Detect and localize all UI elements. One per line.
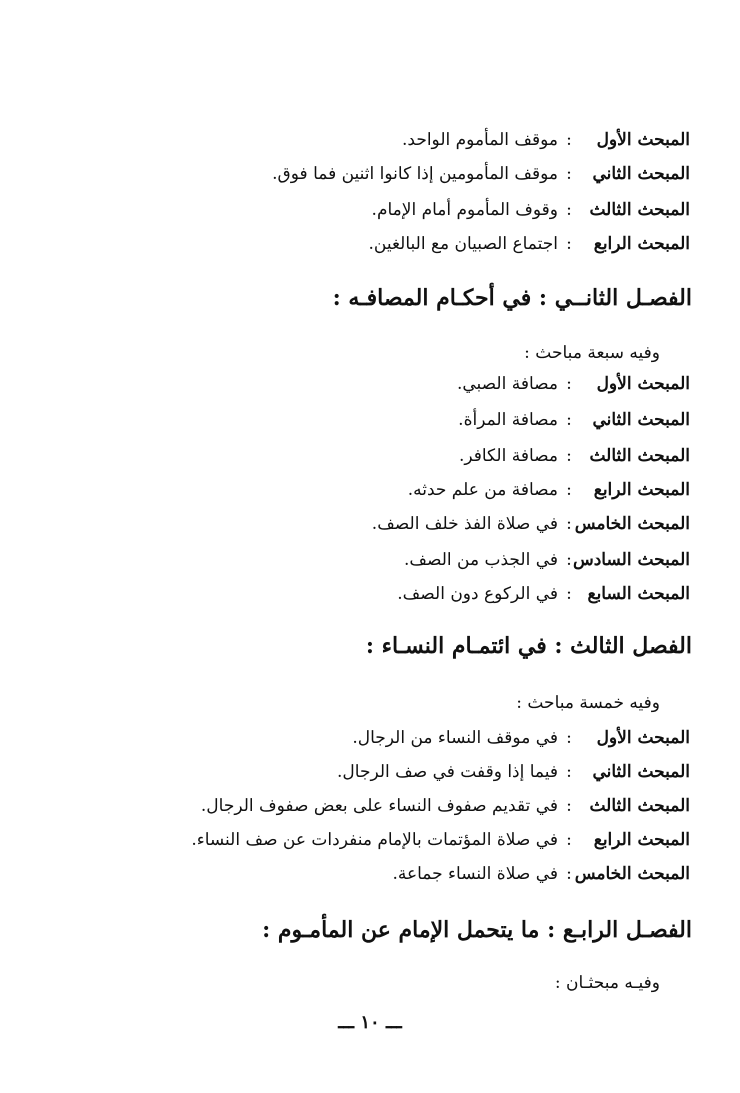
item-separator: : (566, 200, 572, 220)
item-separator: : (566, 864, 572, 884)
item-label: المبحث السادس (572, 550, 690, 570)
item-label: المبحث الثالث (589, 796, 690, 816)
item-label: المبحث الثالث (589, 446, 690, 466)
item-label: المبحث الخامس (574, 514, 690, 534)
list-item (458, 404, 690, 436)
item-label: المبحث الأول (596, 728, 690, 748)
item-text: فيما إذا وقفت في صف الرجال. (337, 762, 558, 782)
item-text: مصافة الصبي. (456, 374, 558, 394)
item-separator: : (566, 410, 572, 430)
item-separator: : (566, 234, 572, 254)
chapter-intro: وفيه سبعة مباحث : (524, 343, 660, 363)
item-text: وقوف المأموم أمام الإمام. (371, 200, 558, 220)
list-item (392, 858, 690, 890)
item-text: في الركوع دون الصف. (397, 584, 558, 604)
page-number: ـــ ١٠ ـــ (338, 1012, 402, 1033)
item-separator: : (566, 584, 572, 604)
item-text: في صلاة النساء جماعة. (392, 864, 558, 884)
item-text: موقف المأموم الواحد. (402, 130, 558, 150)
item-text: مصافة من علم حدثه. (407, 480, 558, 500)
item-separator: : (566, 480, 572, 500)
item-text: موقف المأمومين إذا كانوا اثنين فما فوق. (272, 164, 558, 184)
list-item (402, 124, 690, 156)
item-text: اجتماع الصبيان مع البالغين. (368, 234, 558, 254)
list-item (457, 368, 690, 400)
item-label: المبحث الخامس (574, 864, 690, 884)
list-item (397, 578, 690, 610)
item-separator: : (566, 550, 572, 570)
list-item (191, 824, 690, 856)
item-label: المبحث الثالث (589, 200, 690, 220)
item-separator: : (566, 830, 572, 850)
chapter-intro: وفيه خمسة مباحث : (516, 693, 660, 713)
chapter-title: الفصـل الرابـع : ما يتحمل الإمام عن المأمـوم : (262, 917, 692, 943)
list-item (459, 440, 690, 472)
list-item (368, 228, 690, 260)
item-label: المبحث الرابع (593, 830, 690, 850)
item-text: في صلاة الفذ خلف الصف. (371, 514, 558, 534)
list-item (352, 722, 690, 754)
item-separator: : (566, 374, 572, 394)
chapter-title: الفصـل الثانــي : في أحكـام المصافـه : (332, 285, 692, 311)
item-separator: : (566, 446, 572, 466)
item-label: المبحث الرابع (593, 480, 690, 500)
item-label: المبحث الثاني (592, 410, 690, 430)
list-item (408, 474, 690, 506)
item-text: في صلاة المؤتمات بالإمام منفردات عن صف النساء. (191, 830, 558, 850)
list-item (372, 194, 690, 226)
item-separator: : (566, 514, 572, 534)
item-separator: : (566, 762, 572, 782)
list-item (337, 756, 690, 788)
list-item (404, 544, 690, 576)
item-label: المبحث الأول (596, 130, 690, 150)
item-separator: : (566, 728, 572, 748)
list-item (272, 158, 690, 190)
item-text: مصافة الكافر. (458, 446, 558, 466)
list-item (372, 508, 690, 540)
item-text: في موقف النساء من الرجال. (352, 728, 558, 748)
item-label: المبحث الثاني (592, 762, 690, 782)
item-text: مصافة المرأة. (458, 410, 558, 430)
chapter-title: الفصل الثالث : في ائتمـام النسـاء : (365, 633, 692, 659)
item-text: في الجذب من الصف. (403, 550, 558, 570)
item-label: المبحث الثاني (592, 164, 690, 184)
item-separator: : (566, 130, 572, 150)
item-label: المبحث الأول (596, 374, 690, 394)
item-separator: : (566, 796, 572, 816)
list-item (201, 790, 690, 822)
item-text: في تقديم صفوف النساء على بعض صفوف الرجال. (200, 796, 558, 816)
chapter-intro: وفيـه مبحثـان : (554, 973, 660, 993)
item-label: المبحث السابع (587, 584, 690, 604)
item-separator: : (566, 164, 572, 184)
item-label: المبحث الرابع (593, 234, 690, 254)
